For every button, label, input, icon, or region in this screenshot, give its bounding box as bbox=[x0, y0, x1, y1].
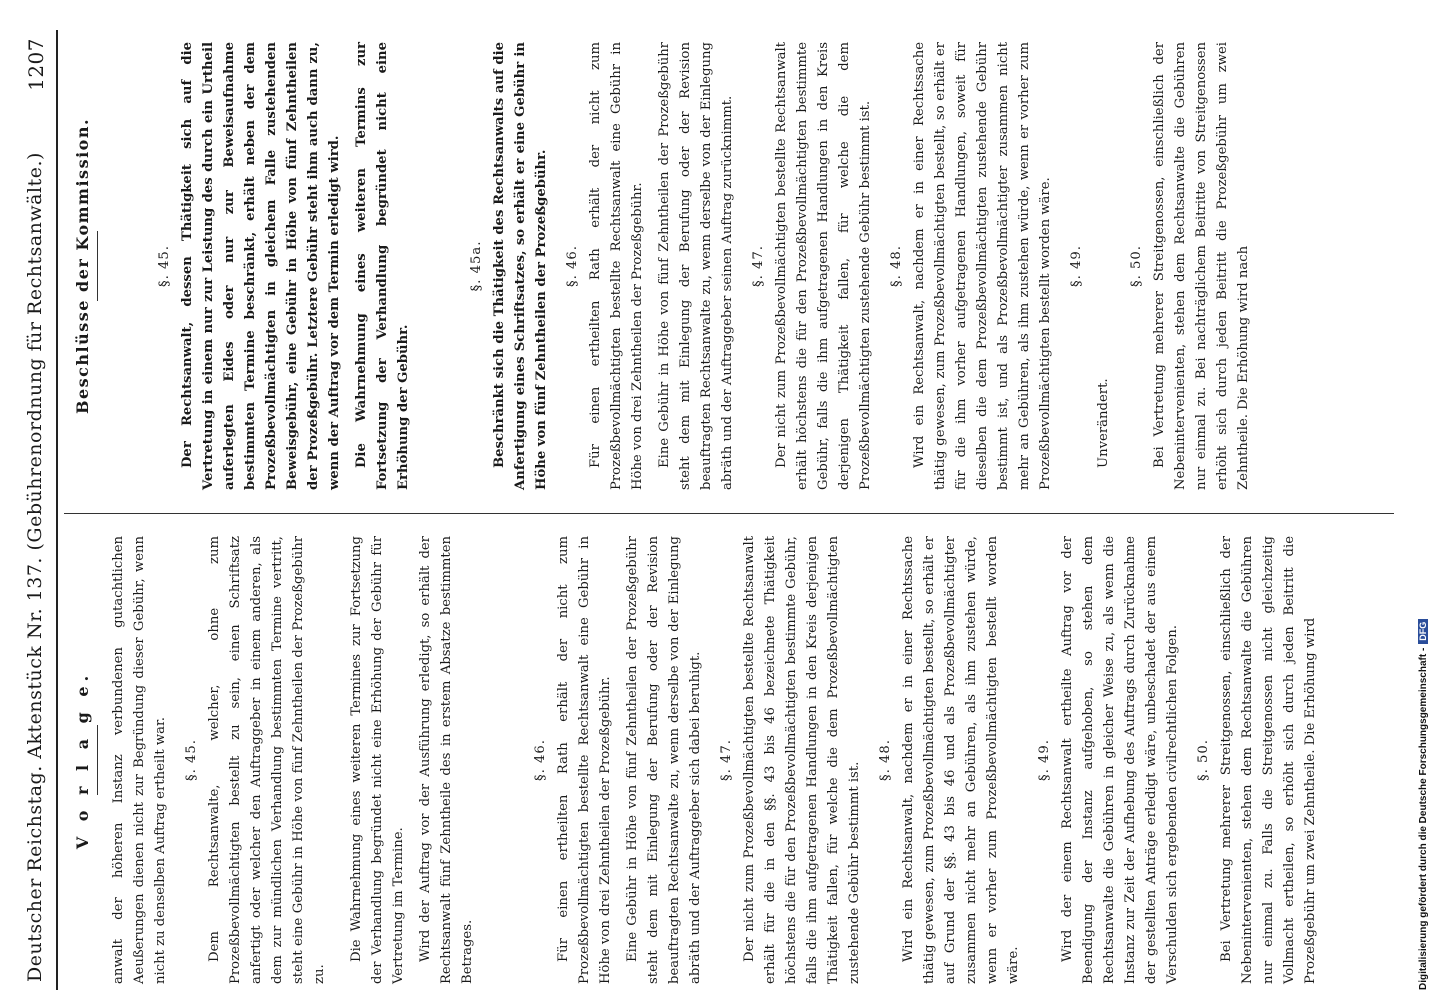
page-header bbox=[20, 30, 54, 990]
spacer bbox=[484, 536, 520, 984]
unchanged-note: Unverändert. bbox=[1096, 378, 1111, 468]
page-number: 1207 bbox=[24, 38, 48, 91]
section-number: §. 46. bbox=[533, 739, 548, 781]
dfg-logo: DFG bbox=[1418, 619, 1428, 644]
paragraph: Der nicht zum Prozeßbevollmächtigten bestellte Rechtsanwalt erhält für die in den §§. 43 bis 46 bezeichnete Thätigkeit höchstens die für den Prozeßbevollmächtigten bestimmte Gebühr, falls die ihm aufgetragenen Handlungen in den Kreis derjenigen Thätigkeit fallen, für welche die dem Prozeßbevollmächtigten zustehende Gebühr bestimmt ist. bbox=[742, 536, 862, 984]
paragraph: Eine Gebühr in Höhe von fünf Zehntheilen der Prozeßgebühr steht dem mit Einlegung der Berufung oder der Revision beauftragten Rechtsanwalte zu, wenn derselbe von der Einlegung abräth und der Auftraggeber seinen Auftrag zurücknimmt. bbox=[657, 42, 735, 490]
paragraph: Eine Gebühr in Höhe von fünf Zehntheilen der Prozeßgebühr steht dem mit Einlegung der Berufung oder der Revision beauftragten Rechtsanwalte zu, wenn derselbe von der Einlegung abräth und der Auftraggeber sich dabei beruhigt. bbox=[625, 536, 703, 984]
section-number: §. 48. bbox=[878, 739, 893, 781]
paragraph: Für einen ertheilten Rath erhält der nicht zum Prozeßbevollmächtigten bestellte Rechtsanwalt eine Gebühr in Höhe von drei Zehntheilen der Prozeßgebühr. bbox=[556, 536, 613, 984]
paragraph: Die Wahrnehmung eines weiteren Termines zur Fortsetzung der Verhandlung begründet nicht eine Erhöhung der Gebühr für Vertretung im Termine. bbox=[349, 536, 406, 984]
paragraph: Bei Vertretung mehrerer Streitgenossen, einschließlich der Nebenintervenienten, stehen dem Rechtsanwalte die Gebühren nur einmal zu. Bei nachträglichem Beitritte von Streitgenossen erhöht sich durch jeden Beitritt die Prozeßgebühr um zwei Zehntheile. Die Erhöhung wird nach bbox=[1152, 42, 1251, 490]
column-body-vorlage bbox=[108, 536, 1321, 984]
section-number: §. 50. bbox=[1129, 245, 1144, 287]
section-number: §. 45. bbox=[184, 739, 199, 781]
title-rule bbox=[97, 231, 98, 301]
paragraph: Dem Rechtsanwalte, welcher, ohne zum Prozeßbevollmächtigten bestellt zu sein, einen Schriftsatz anfertigt oder welcher den Auftraggeber in einem anderen, als dem zur mündlichen Verhandlung bestimmten Termine vertritt, steht eine Gebühr in Höhe von fünf Zehntheilen der Prozeßgebühr zu. bbox=[207, 536, 327, 984]
section-number: §. 49. bbox=[1037, 739, 1052, 781]
paragraph: Beschränkt sich die Thätigkeit des Rechtsanwalts auf die Anfertigung eines Schriftsatzes, so erhält er eine Gebühr in Höhe von fünf Zehntheilen der Prozeßgebühr. bbox=[492, 42, 549, 490]
column-title-kommission: Beschlüsse der Kommission. bbox=[73, 117, 92, 415]
paragraph: Wird ein Rechtsanwalt, nachdem er in einer Rechtssache thätig gewesen, zum Prozeßbevollmächtigten bestellt, so erhält er auf Grund der §§. 43 bis 46 und als Prozeßbevollmächtigter zusammen nicht mehr an Gebühren, als ihm zustehen würde, wenn er vorher zum Prozeßbevollmächtigten bestellt worden wäre. bbox=[901, 536, 1021, 984]
spacer bbox=[420, 42, 456, 490]
spacer bbox=[108, 42, 144, 490]
header-title: Deutscher Reichstag. Aktenstück Nr. 137. (Gebührenordnung für Rechtsanwälte.) bbox=[24, 152, 46, 982]
section-number: §. 50. bbox=[1196, 739, 1211, 781]
column-divider bbox=[64, 513, 1394, 514]
section-number: §. 48. bbox=[889, 245, 904, 287]
paragraph: Wird ein Rechtsanwalt, nachdem er in einer Rechtssache thätig gewesen, zum Prozeßbevollmächtigten bestellt, so erhält er für die ihm vorher aufgetragenen Handlungen, soweit für dieselben die dem Prozeßbevollmächtigten zustehende Gebühr bestimmt ist, und als Prozeßbevollmächtigter zusammen nicht mehr an Gebühren, als ihm zustehen würde, wenn er vorher zum Prozeßbevollmächtigten bestellt worden wäre. bbox=[912, 42, 1053, 490]
section-number: §. 46. bbox=[565, 245, 580, 287]
paragraph: Bei Vertretung mehrerer Streitgenossen, einschließlich der Nebenintervenienten, stehen dem Rechtsanwalte die Gebühren nur einmal zu. Falls die Streitgenossen nicht gleichzeitig Vollmacht ertheilen, so erhöht sich durch jeden Beitritt die Prozeßgebühr um zwei Zehntheile. Die Erhöhung wird bbox=[1219, 536, 1318, 984]
column-vorlage bbox=[64, 536, 1394, 984]
rotated-document-sheet bbox=[20, 30, 1410, 990]
section-number: §. 49. bbox=[1069, 245, 1084, 287]
paragraph: Für einen ertheilten Rath erhält der nicht zum Prozeßbevollmächtigten bestellte Rechtsanwalt eine Gebühr in Höhe von drei Zehntheilen der Prozeßgebühr. bbox=[588, 42, 645, 490]
spacer bbox=[336, 536, 346, 984]
paragraph: Die Wahrnehmung eines weiteren Termins zur Fortsetzung der Verhandlung begründet nicht eine Erhöhung der Gebühr. bbox=[354, 42, 411, 490]
paragraph: Wird der Auftrag vor der Ausführung erledigt, so erhält der Rechtsanwalt fünf Zehntheile des in erstem Absatze bestimmten Betrages. bbox=[418, 536, 475, 984]
paragraph: Der Rechtsanwalt, dessen Thätigkeit sich auf die Vertretung in einem nur zur Leistung des durch ein Urtheil auferlegten Eides oder nur zur Beweisaufnahme bestimmten Termine beschränkt, erhält neben der dem Prozeßbevollmächtigten in gleichem Falle zustehenden Beweisgebühr, eine Gebühr in Höhe von fünf Zehntheilen der Prozeßgebühr. Letztere Gebühr steht ihm auch dann zu, wenn der Auftrag vor dem Termin erledigt wird. bbox=[180, 42, 342, 490]
section-number: §. 45. bbox=[157, 245, 172, 287]
section-number: §. 45a. bbox=[469, 240, 484, 292]
paragraph: anwalt der höheren Instanz verbundenen gutachtlichen Aeußerungen dienen nicht zur Begründung dieser Gebühr, wenn nicht zu denselben Auftrag ertheilt war. bbox=[111, 536, 168, 984]
paragraph: Der nicht zum Prozeßbevollmächtigten bestellte Rechtsanwalt erhält höchstens die für den Prozeßbevollmächtigten bestimmte Gebühr, falls die ihm aufgetragenen Handlungen in den Kreis derjenigen Thätigkeit fallen, für welche die dem Prozeßbevollmächtigten zustehende Gebühr bestimmt ist. bbox=[774, 42, 873, 490]
stamp-label: Digitalisierung gefördert durch die Deutsche Forschungsgemeinschaft - bbox=[1418, 647, 1429, 990]
paragraph: Wird der einem Rechtsanwalt ertheilte Auftrag vor der Beendigung der Instanz aufgehoben, so stehen dem Rechtsanwalte die Gebühren in gleicher Weise zu, als wenn die Instanz zur Zeit der Aufhebung des Auftrags durch Zurücknahme der gestellten Anträge erledigt wäre, unbeschadet der aus einem Verschulden sich ergebenden civilrechtlichen Folgen. bbox=[1060, 536, 1180, 984]
title-rule bbox=[97, 725, 98, 795]
section-number: §. 47. bbox=[751, 245, 766, 287]
column-body-kommission bbox=[108, 42, 1254, 490]
section-number: §. 47. bbox=[719, 739, 734, 781]
column-title-vorlage: V o r l a g e. bbox=[73, 670, 92, 850]
header-rule bbox=[56, 30, 58, 990]
column-kommission bbox=[64, 42, 1394, 490]
stamp-text bbox=[1418, 619, 1429, 990]
